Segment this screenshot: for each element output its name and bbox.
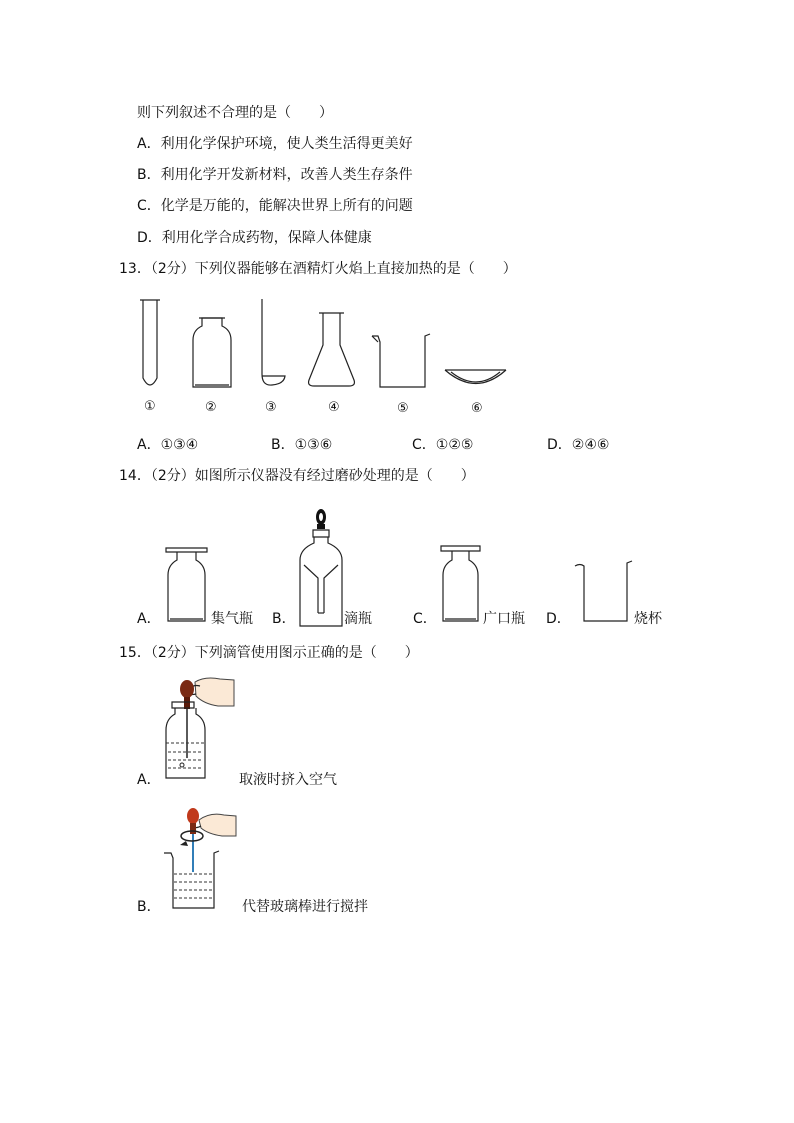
q13-label-2: ② <box>205 400 217 415</box>
q13-option-b[interactable]: B．①③⑥ <box>271 437 333 453</box>
q13-label-6: ⑥ <box>471 401 483 416</box>
q14-option-d-name: 烧杯 <box>634 611 662 627</box>
q15-option-a-letter[interactable]: A． <box>137 772 161 788</box>
q12-option-d[interactable]: D．利用化学合成药物，保障人体健康 <box>137 230 372 246</box>
q14-option-a-letter[interactable]: A． <box>137 611 161 627</box>
q14-option-c-letter[interactable]: C． <box>413 611 437 627</box>
q15-option-b-letter[interactable]: B． <box>137 899 161 915</box>
q15-option-b-caption: 代替玻璃棒进行搅拌 <box>242 899 368 915</box>
q13-option-d[interactable]: D．②④⑥ <box>547 437 610 453</box>
q13-label-5: ⑤ <box>397 401 409 416</box>
q12-option-c[interactable]: C．化学是万能的，能解决世界上所有的问题 <box>137 198 413 214</box>
q15-stem: 15．（2分）下列滴管使用图示正确的是（ ） <box>119 645 419 661</box>
q14-option-b-letter[interactable]: B． <box>272 611 296 627</box>
q14-option-b-name: 滴瓶 <box>344 611 372 627</box>
q13-stem: 13．（2分）下列仪器能够在酒精灯火焰上直接加热的是（ ） <box>119 261 517 277</box>
dropper-squeeze-illustration <box>166 678 234 778</box>
q12-option-b[interactable]: B．利用化学开发新材料，改善人类生存条件 <box>137 167 413 183</box>
q13-label-4: ④ <box>328 400 340 415</box>
q13-option-c[interactable]: C．①②⑤ <box>412 437 474 453</box>
q15-option-a-caption: 取液时挤入空气 <box>239 772 337 788</box>
dropper-stir-illustration <box>164 808 236 908</box>
q13-option-a[interactable]: A．①③④ <box>137 437 199 453</box>
q14-option-d-letter[interactable]: D． <box>546 611 571 627</box>
q13-label-1: ① <box>144 399 156 414</box>
q14-option-a-name: 集气瓶 <box>211 611 253 627</box>
q13-label-3: ③ <box>265 400 277 415</box>
q14-option-c-name: 广口瓶 <box>483 611 525 627</box>
q14-stem: 14．（2分）如图所示仪器没有经过磨砂处理的是（ ） <box>119 468 475 484</box>
q12-stem: 则下列叙述不合理的是（ ） <box>137 105 333 121</box>
q12-option-a[interactable]: A．利用化学保护环境，使人类生活得更美好 <box>137 136 413 152</box>
